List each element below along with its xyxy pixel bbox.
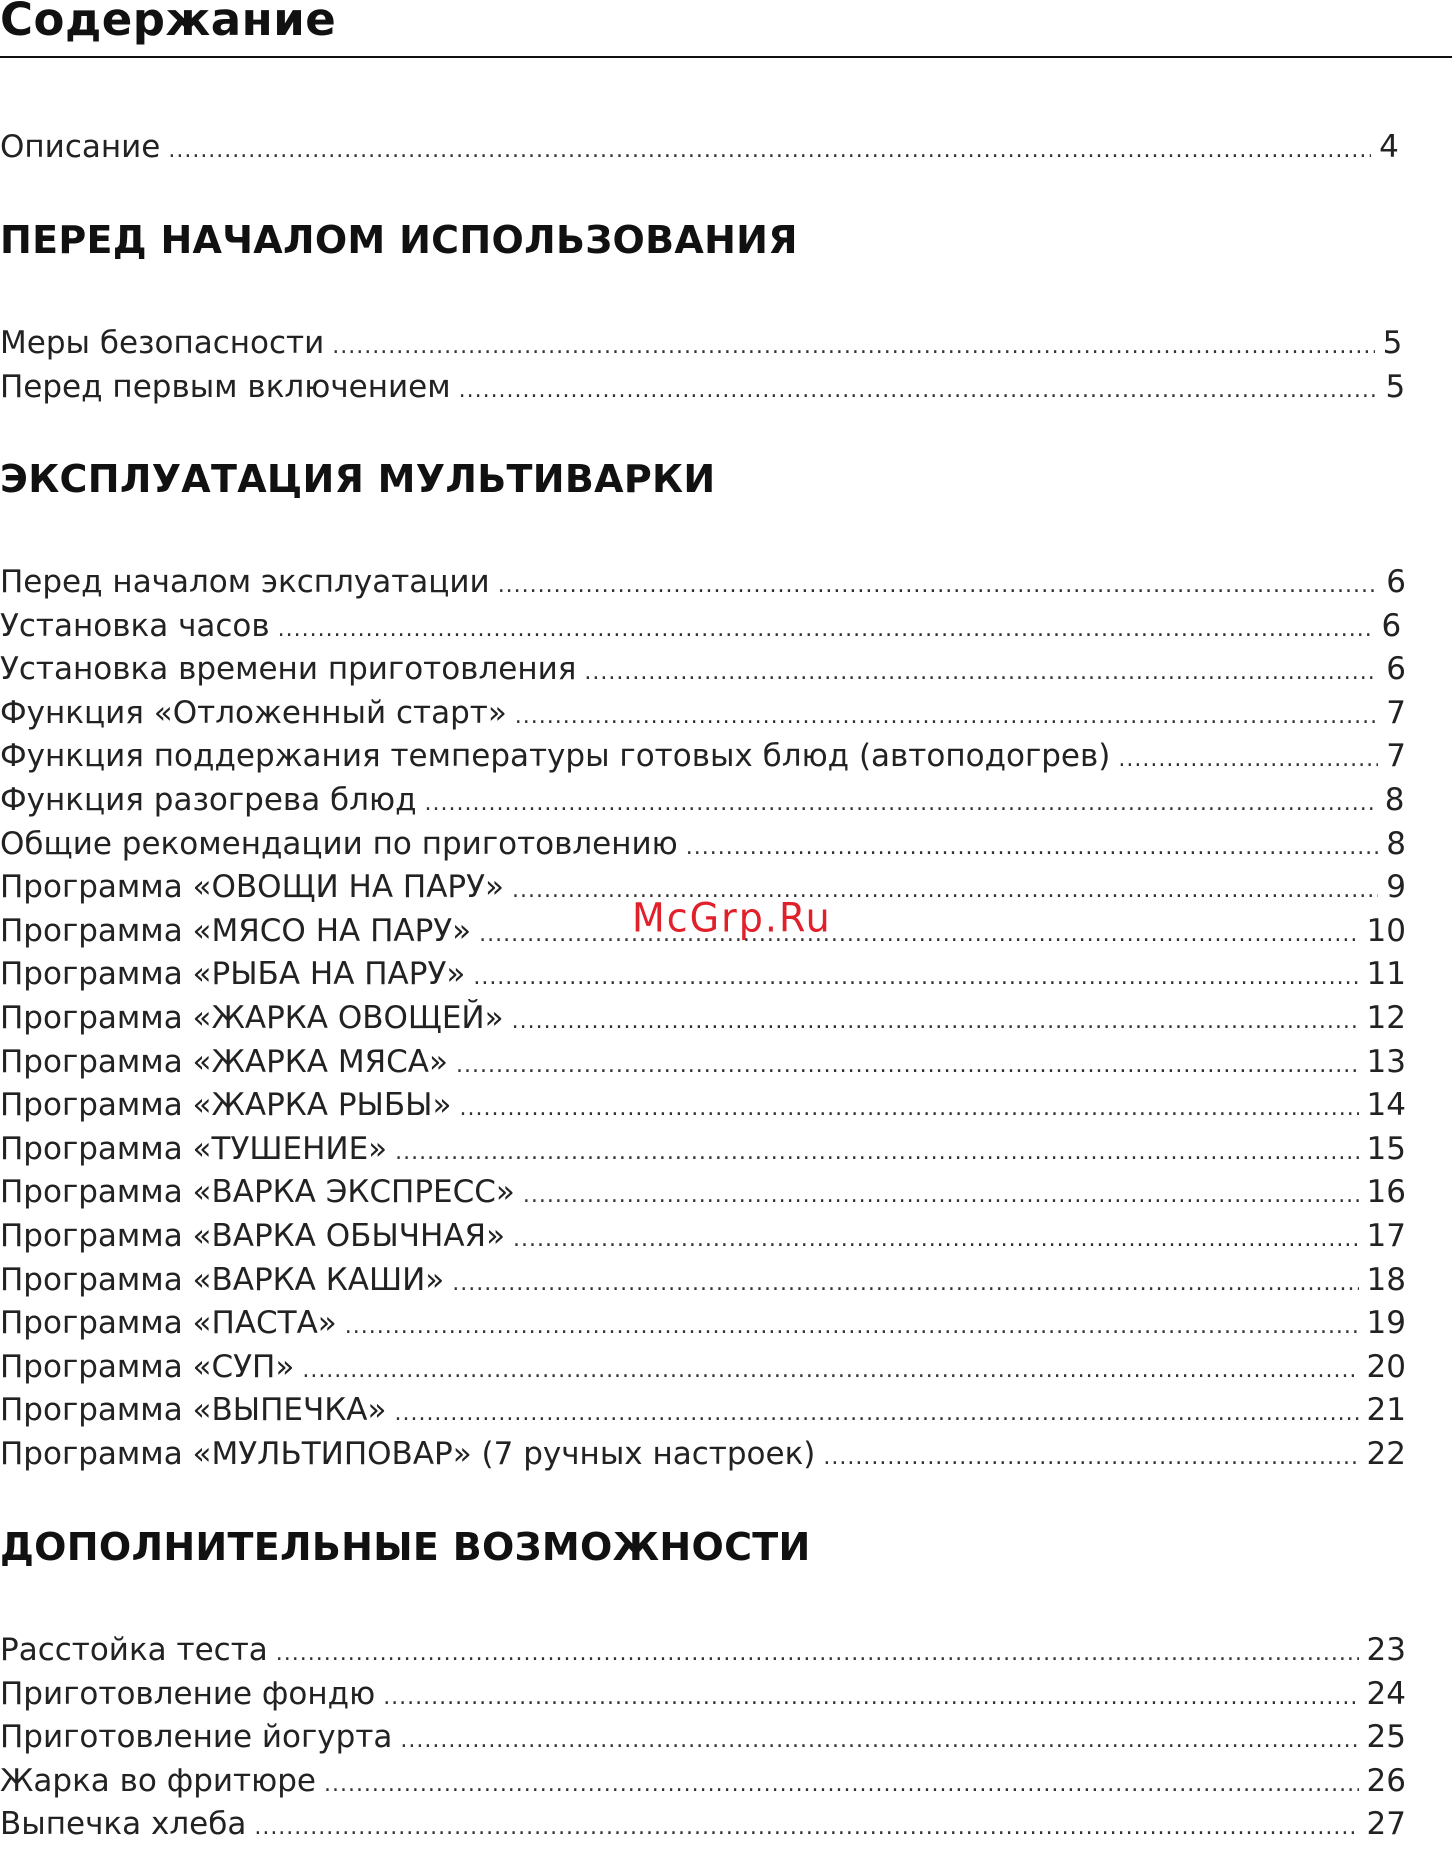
dot-leader [452,1262,1358,1306]
toc-entry-label: Программа «РЫБА НА ПАРУ» [0,956,466,993]
toc-entry-label: Выпечка хлеба [0,1806,247,1843]
dot-leader [823,1436,1358,1480]
toc-entry[interactable] [0,604,1406,648]
toc-entry-label: Программа «ЖАРКА ОВОЩЕЙ» [0,1000,504,1036]
toc-entry[interactable] [0,778,1406,822]
toc-entry-label: Функция поддержания температуры готовых блюд (автоподогрев) [0,738,1111,775]
toc-entry-page-number: 16 [1366,1174,1406,1211]
toc-entry[interactable] [0,1301,1406,1345]
toc-entry-page-number: 24 [1366,1675,1406,1712]
toc-entry-page-number: 6 [1381,607,1402,644]
toc-entry-label: Жарка во фритюре [0,1762,316,1799]
toc-entry-label: Программа «ПАСТА» [0,1305,337,1342]
toc-entry-label: Перед началом эксплуатации [0,564,490,600]
toc-entry-label: Программа «ВАРКА ОБЫЧНАЯ» [0,1218,506,1254]
dot-leader [332,325,1374,369]
dot-leader [383,1676,1358,1720]
toc-entry-page-number: 19 [1366,1305,1406,1342]
toc-entry-label: Приготовление йогурта [0,1719,393,1756]
toc-entry-label: Программа «ЖАРКА РЫБЫ» [0,1087,452,1124]
toc-entry-label: Программа «ВЫПЕЧКА» [0,1392,387,1429]
dot-leader [686,826,1379,870]
toc-entry-page-number: 13 [1366,1043,1406,1080]
toc-entry-page-number: 7 [1386,738,1406,775]
dot-leader [168,129,1371,173]
toc-entry-label: Программа «СУП» [0,1348,295,1385]
toc-entry[interactable] [0,365,1406,409]
dot-leader [513,1218,1359,1262]
toc-entry-page-number: 25 [1366,1719,1406,1756]
dot-leader [523,1174,1359,1218]
toc-entry[interactable] [0,1170,1406,1214]
toc-entry-page-number: 11 [1366,956,1406,993]
section-heading: ДОПОЛНИТЕЛЬНЫЕ ВОЗМОЖНОСТИ [0,1525,811,1569]
toc-entry[interactable] [0,1127,1406,1171]
toc-entry-label: Меры безопасности [0,325,325,361]
toc-entry-page-number: 7 [1386,694,1406,731]
toc-entry-label: Функция «Отложенный старт» [0,694,507,731]
toc-entry[interactable] [0,1715,1406,1759]
toc-entry[interactable] [0,996,1406,1040]
dot-leader [345,1305,1359,1349]
dot-leader [512,1000,1359,1044]
toc-entry-page-number: 22 [1366,1436,1406,1472]
toc-entry[interactable] [0,321,1406,365]
toc-entry-page-number: 15 [1366,1130,1406,1167]
toc-entry-label: Приготовление фондю [0,1675,376,1712]
toc-entry-label: Установка времени приготовления [0,651,577,688]
toc-entry-page-number: 9 [1386,869,1406,906]
toc-entry-label: Перед первым включением [0,368,451,405]
toc-entry-label: Программа «ЖАРКА МЯСА» [0,1043,448,1080]
toc-entry-label: Программа «МЯСО НА ПАРУ» [0,912,472,949]
dot-leader [254,1806,1358,1850]
toc-entry-label: Программа «МУЛЬТИПОВАР» (7 ручных настроек) [0,1436,816,1472]
toc-entry[interactable] [0,691,1406,735]
toc-entry-page-number: 23 [1366,1632,1406,1668]
dot-leader [425,782,1377,826]
toc-entry-page-number: 8 [1386,825,1406,862]
toc-entry-label: Установка часов [0,607,270,644]
toc-entry[interactable] [0,822,1406,866]
dot-leader [460,1087,1359,1131]
toc-entry[interactable] [0,1388,1406,1432]
dot-leader [324,1763,1359,1807]
toc-entry-label: Программа «ОВОЩИ НА ПАРУ» [0,869,504,906]
dot-leader [584,651,1378,695]
toc-entry-page-number: 6 [1386,651,1406,688]
toc-entry[interactable] [0,1214,1406,1258]
toc-entry[interactable] [0,1802,1406,1846]
toc-entry-page-number: 8 [1384,782,1405,818]
toc-entry-page-number: 27 [1366,1806,1406,1843]
toc-entry[interactable] [0,734,1406,778]
dot-leader [276,1632,1359,1676]
dot-leader [498,564,1379,608]
toc-entry-page-number: 20 [1366,1348,1406,1385]
toc-entry[interactable] [0,1040,1406,1084]
title-divider [0,56,1452,58]
watermark: McGrp.Ru [632,894,832,942]
dot-leader [459,369,1378,413]
toc-entry[interactable] [0,1628,1406,1672]
dot-leader [456,1044,1359,1088]
section-heading: ПЕРЕД НАЧАЛОМ ИСПОЛЬЗОВАНИЯ [0,218,798,262]
dot-leader [278,608,1374,652]
page-title: Содержание [0,0,337,46]
toc-entry[interactable] [0,560,1406,604]
toc-entry[interactable] [0,125,1406,169]
dot-leader [1118,738,1378,782]
dot-leader [515,695,1378,739]
toc-entry-label: Описание [0,129,161,165]
section-heading: ЭКСПЛУАТАЦИЯ МУЛЬТИВАРКИ [0,457,716,501]
toc-entry-label: Функция разогрева блюд [0,782,417,818]
toc-entry-page-number: 5 [1385,368,1406,405]
dot-leader [400,1719,1358,1763]
toc-entry-label: Общие рекомендации по приготовлению [0,825,678,862]
toc-entry-page-number: 10 [1366,912,1406,949]
toc-entry[interactable] [0,1258,1406,1302]
toc-entry[interactable] [0,1345,1406,1389]
toc-entry[interactable] [0,952,1406,996]
dot-leader [302,1349,1358,1393]
dot-leader [394,1392,1358,1436]
toc-entry-page-number: 12 [1366,1000,1406,1036]
toc-entry-label: Программа «ВАРКА ЭКСПРЕСС» [0,1174,515,1211]
toc-entry-page-number: 17 [1366,1218,1406,1254]
toc-entry[interactable] [0,1672,1406,1716]
toc-entry-label: Расстойка теста [0,1632,268,1668]
toc-entry-page-number: 5 [1382,325,1403,361]
toc-entry-page-number: 21 [1366,1392,1406,1429]
dot-leader [473,956,1358,1000]
toc-entry-page-number: 6 [1386,564,1406,600]
toc-entry-page-number: 14 [1366,1087,1406,1124]
toc-entry-label: Программа «ТУШЕНИЕ» [0,1130,388,1167]
dot-leader [479,913,1358,957]
toc-entry-page-number: 26 [1366,1762,1406,1799]
toc-entry-page-number: 4 [1379,129,1399,165]
toc-entry[interactable] [0,1759,1406,1803]
toc-entry[interactable] [0,1432,1406,1476]
dot-leader [395,1131,1358,1175]
toc-entry[interactable] [0,647,1406,691]
toc-entry[interactable] [0,1083,1406,1127]
toc-entry-page-number: 18 [1366,1261,1406,1298]
toc-entry-label: Программа «ВАРКА КАШИ» [0,1261,445,1298]
